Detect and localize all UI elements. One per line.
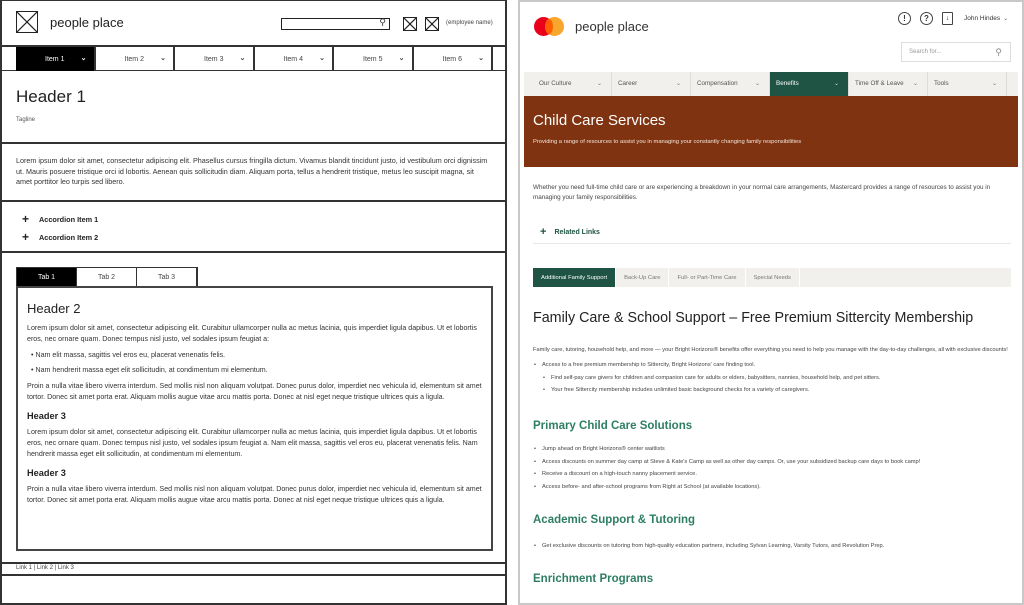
nav-item-1[interactable] [16, 47, 96, 71]
accordion-item[interactable] [22, 210, 485, 228]
nav-item-label: Our Culture [539, 80, 572, 87]
list-item: • Nam hendrerit massa eget elit sollicitudin, at condimentum mi elementum. [31, 366, 268, 374]
subheading: Academic Support & Tutoring [533, 514, 696, 526]
nav-item-label: Item 3 [204, 55, 224, 63]
list-item: • Access discounts on summer day camp at Steve & Kate's Camp as well as other day camps. Or, use your subsidized backup care days to book camp! [533, 456, 1011, 469]
logo-overlap [545, 19, 553, 34]
nav-item-compensation[interactable] [691, 72, 770, 96]
subheading: Enrichment Programs [533, 573, 654, 585]
page-title: Header 1 [16, 87, 86, 106]
chevron-down-icon: ⌄ [833, 81, 839, 87]
chevron-down-icon: ⌄ [398, 55, 405, 62]
chevron-down-icon: ⌄ [912, 81, 918, 87]
chevron-down-icon: ⌄ [160, 55, 166, 62]
nav-item-label: Benefits [776, 80, 799, 87]
paragraph: Lorem ipsum dolor sit amet, consectetur adipiscing elit. Curabitur ullamcorper nulla ac metus lacinia, quis imperdiet ligula dapibus. Ut et lobortis eros, nec ornare quam. Donec tempus nisl justo, vel sodales ipsum feugiat a: [27, 324, 477, 343]
tab-back-up-care[interactable]: Back-Up Care [616, 268, 669, 287]
plus-icon: + [22, 212, 30, 226]
download-document-icon[interactable]: ↓ [942, 12, 953, 25]
list-item: • Access to a free premium membership to Sittercity, Bright Horizons' care finding tool. [533, 359, 1011, 372]
list-item-text: Nam hendrerit massa eget elit sollicitudin, at condimentum mi elementum. [35, 366, 268, 374]
bullet-list [533, 443, 1011, 493]
nav-item-label: Item 2 [124, 55, 144, 63]
separator: | [32, 565, 37, 571]
search-icon[interactable]: ⚲ [995, 47, 1002, 57]
footer-link-3[interactable]: Link 3 [57, 565, 74, 571]
page-title: Child Care Services [533, 112, 666, 129]
tab-additional-family-support[interactable]: Additional Family Support [533, 268, 616, 287]
chevron-down-icon: ⌄ [1003, 16, 1009, 22]
list-item: • Nam elit massa, sagittis vel eros eu, placerat venenatis felis. [31, 351, 226, 359]
tab-special-needs[interactable]: Special Needs [746, 268, 800, 287]
tab-bar [16, 267, 198, 286]
chevron-down-icon: ⌄ [319, 55, 325, 62]
tab-section [2, 253, 505, 564]
bullet-list [533, 540, 1011, 553]
nav-item-career[interactable] [612, 72, 691, 96]
intro-text: Lorem ipsum dolor sit amet, consectetur adipiscing elit. Phasellus cursus fringilla dictum. Vivamus blandit tincidunt justo, id vestibulum orci dignissim ut. Mauris posuere tristique orci id lobortis. Aenean quis sollicitudin diam. Aliquam porta, tellus a hendrerit tristique, metus leo suscipit magna, sit amet porttitor leo turpis sed libero. [2, 144, 505, 202]
tab-bar [533, 268, 1011, 287]
section-heading: Family Care & School Support – Free Premium Sittercity Membership [533, 310, 974, 326]
user-name: John Hindes [964, 15, 1001, 22]
subheading: Header 3 [27, 468, 66, 478]
chevron-down-icon: ⌄ [991, 81, 997, 87]
nav-item-benefits[interactable] [770, 72, 849, 96]
list-item: • Access before- and after-school programs from Right at School (at available locations). [533, 481, 1011, 494]
subheading: Primary Child Care Solutions [533, 420, 693, 432]
nav-item-time-off[interactable] [849, 72, 928, 96]
nav-item-our-culture[interactable] [533, 72, 612, 96]
footer-links [2, 564, 505, 576]
plus-icon: + [540, 226, 547, 238]
image-placeholder-icon[interactable] [403, 17, 417, 31]
related-links-label: Related Links [554, 228, 600, 236]
list-item: • Get exclusive discounts on tutoring from high-quality education partners, including Sylvan Learning, Varsity Tutors, and Revolution Prep. [533, 540, 1011, 553]
chevron-down-icon: ⌄ [675, 81, 681, 87]
wireframe-nav [2, 47, 505, 71]
tab-1[interactable]: Tab 1 [17, 268, 77, 286]
search-placeholder: Search for... [909, 49, 942, 55]
accordion [2, 202, 505, 253]
chevron-down-icon: ⌄ [596, 81, 602, 87]
list-item: • Receive a discount on a high-touch nanny placement service. [533, 468, 1011, 481]
accordion-label: Accordion Item 1 [39, 214, 99, 224]
alert-icon[interactable]: ! [898, 12, 911, 25]
image-placeholder-icon[interactable] [16, 11, 38, 33]
tab-panel [16, 286, 493, 551]
search-input[interactable] [901, 42, 1011, 62]
chevron-down-icon: ⌄ [754, 81, 760, 87]
main-nav [524, 72, 1018, 96]
nav-item-3[interactable] [175, 47, 255, 71]
primary-care-section [533, 420, 1011, 493]
nav-item-label: Item 5 [363, 55, 383, 63]
nav-item-label: Item 1 [45, 55, 65, 63]
nav-item-label: Item 6 [442, 55, 462, 63]
chevron-down-icon: ⌄ [80, 55, 87, 62]
subheading: Header 3 [27, 411, 66, 421]
plus-icon: + [22, 230, 30, 244]
list-item-text: Nam elit massa, sagittis vel eros eu, placerat venenatis felis. [35, 351, 226, 359]
tab-2[interactable]: Tab 2 [77, 268, 137, 286]
bullet-list [27, 351, 482, 374]
section-body [533, 345, 1011, 397]
nav-item-label: Tools [934, 80, 949, 87]
section-heading: Header 2 [27, 301, 81, 316]
paragraph: Proin a nulla vitae libero viverra interdum. Sed mollis nisl non aliquam volutpat. Donec purus dolor, imperdiet nec vehicula id, elementum sit amet tortor. Donec sit amet porta erat. Aliquam mollis augue vitae arcu mattis porta. Donec at nisl eget neque tristique ultrices quis a ligula. [27, 485, 482, 504]
nav-item-label: Item 4 [283, 55, 303, 63]
app-title: people place [50, 15, 124, 30]
chevron-down-icon: ⌄ [478, 55, 484, 62]
tagline: Tagline [16, 117, 36, 123]
hero-subtitle: Providing a range of resources to assist you in managing your constantly changing family responsibilities [533, 139, 802, 145]
list-item: • Your free Sittercity membership includes unlimited basic background checks for a variety of caregivers. [533, 384, 1011, 397]
help-icon[interactable]: ? [920, 12, 933, 25]
footer-link-1[interactable]: Link 1 [16, 565, 33, 571]
enrichment-section [533, 573, 1011, 585]
chevron-down-icon: ⌄ [239, 55, 246, 62]
nav-item-6[interactable] [414, 47, 494, 71]
wireframe-panel [0, 0, 507, 605]
related-links-toggle[interactable] [533, 221, 1011, 244]
mockup-panel [518, 0, 1024, 605]
image-placeholder-icon[interactable] [425, 17, 439, 31]
nav-item-tools[interactable] [928, 72, 1007, 96]
intro-text: Whether you need full-time child care or are experiencing a breakdown in your normal care arrangements, Mastercard provides a range of resources to assist you in managing your family responsibilities. [533, 184, 991, 201]
separator: | [52, 565, 58, 571]
academic-section [533, 514, 1011, 553]
tab-3[interactable]: Tab 3 [137, 268, 197, 286]
nav-item-5[interactable] [334, 47, 414, 71]
accordion-item[interactable] [22, 228, 485, 246]
accordion-label: Accordion Item 2 [39, 232, 99, 242]
paragraph: Lorem ipsum dolor sit amet, consectetur adipiscing elit. Curabitur ullamcorper nulla ac metus lacinia, quis imperdiet ligula dapibus. Ut et lobortis eros, nec ornare quam. Donec tempus nisl justo, vel sodales ipsum feugiat a. Nam elit massa, sagittis vel eros eu, placerat venenatis felis. Nam hendrerit massa eget elit sollicitudin, at condimentum mi elementum. [27, 428, 478, 458]
hero-section [2, 71, 505, 144]
mastercard-logo[interactable] [534, 17, 564, 37]
nav-item-label: Compensation [697, 80, 738, 87]
nav-item-label: Career [618, 80, 638, 87]
user-menu[interactable] [964, 15, 1008, 22]
tab-full-part-time-care[interactable]: Full- or Part-Time Care [669, 268, 745, 287]
nav-item-4[interactable] [255, 47, 335, 71]
footer-link-2[interactable]: Link 2 [36, 565, 53, 571]
search-icon[interactable]: ⚲ [379, 17, 386, 27]
employee-name[interactable]: (employee name) [446, 20, 493, 26]
bullet-list [533, 359, 1011, 397]
paragraph: Family care, tutoring, household help, and more — your Bright Horizons® benefits offer everything you need to help you manage with the day-to-day challenges, all with exclusive discounts! [533, 347, 1008, 353]
header-actions [898, 12, 1008, 25]
search-input[interactable] [281, 18, 390, 30]
list-item: • Find self-pay care givers for children and companion care for adults or elders, babysitters, nannies, household help, and pet sitters. [533, 372, 1011, 385]
wireframe-header [2, 1, 505, 47]
app-title: people place [575, 19, 649, 34]
paragraph: Proin a nulla vitae libero viverra interdum. Sed mollis nisl non aliquam volutpat. Donec purus dolor, imperdiet nec vehicula id, elementum sit amet tortor. Donec sit amet porta erat. Aliquam mollis augue vitae arcu mattis porta. Donec at nisl eget neque tristique ultrices quis a ligula. [27, 382, 482, 401]
nav-item-2[interactable] [96, 47, 176, 71]
list-item: • Jump ahead on Bright Horizons® center waitlists [533, 443, 1011, 456]
nav-item-label: Time Off & Leave [855, 80, 904, 87]
hero-banner [524, 96, 1018, 167]
